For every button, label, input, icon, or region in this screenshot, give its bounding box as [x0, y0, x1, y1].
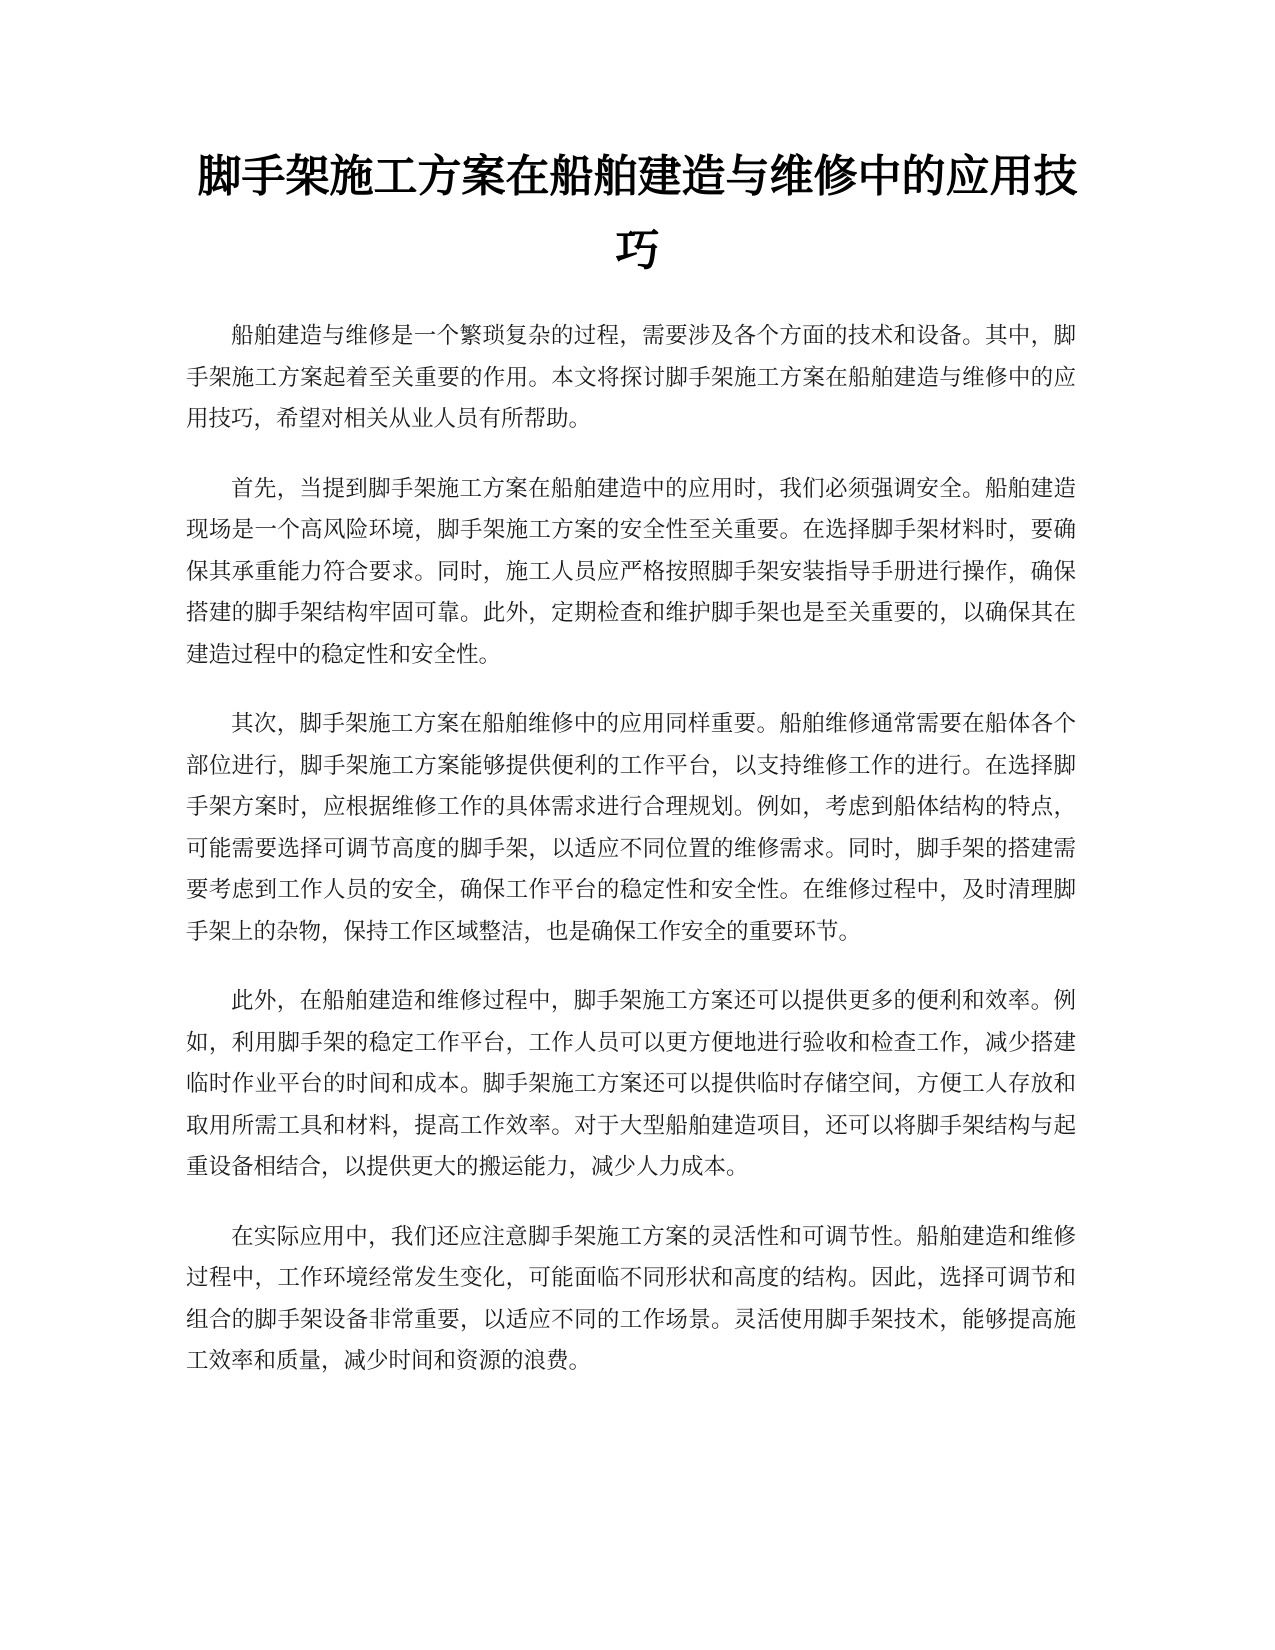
document-body	[186, 316, 1076, 1411]
paragraph-efficiency: 此外，在船舶建造和维修过程中，脚手架施工方案还可以提供更多的便利和效率。例如，利用脚手架的稳定工作平台，工作人员可以更方便地进行验收和检查工作，减少搭建临时作业平台的时间和成本。脚手架施工方案还可以提供临时存储空间，方便工人存放和取用所需工具和材料，提高工作效率。对于大型船舶建造项目，还可以将脚手架结构与起重设备相结合，以提供更大的搬运能力，减少人力成本。	[186, 988, 1076, 1180]
paragraph-construction-safety: 首先，当提到脚手架施工方案在船舶建造中的应用时，我们必须强调安全。船舶建造现场是一个高风险环境，脚手架施工方案的安全性至关重要。在选择脚手架材料时，要确保其承重能力符合要求。同时，施工人员应严格按照脚手架安装指导手册进行操作，确保搭建的脚手架结构牢固可靠。此外，定期检查和维护脚手架也是至关重要的，以确保其在建造过程中的稳定性和安全性。	[186, 475, 1076, 668]
paragraph-flexibility: 在实际应用中，我们还应注意脚手架施工方案的灵活性和可调节性。船舶建造和维修过程中，工作环境经常发生变化，可能面临不同形状和高度的结构。因此，选择可调节和组合的脚手架设备非常重要，以适应不同的工作场景。灵活使用脚手架技术，能够提高施工效率和质量，减少时间和资源的浪费。	[186, 1223, 1076, 1374]
paragraph-intro: 船舶建造与维修是一个繁琐复杂的过程，需要涉及各个方面的技术和设备。其中，脚手架施工方案起着至关重要的作用。本文将探讨脚手架施工方案在船舶建造与维修中的应用技巧，希望对相关从业人员有所帮助。	[186, 323, 1076, 432]
document-title: 脚手架施工方案在船舶建造与维修中的应用技巧	[197, 151, 1078, 276]
paragraph-repair: 其次，脚手架施工方案在船舶维修中的应用同样重要。船舶维修通常需要在船体各个部位进行，脚手架施工方案能够提供便利的工作平台，以支持维修工作的进行。在选择脚手架方案时，应根据维修工作的具体需求进行合理规划。例如，考虑到船体结构的特点，可能需要选择可调节高度的脚手架，以适应不同位置的维修需求。同时，脚手架的搭建需要考虑到工作人员的安全，确保工作平台的稳定性和安全性。在维修过程中，及时清理脚手架上的杂物，保持工作区域整洁，也是确保工作安全的重要环节。	[186, 711, 1076, 945]
